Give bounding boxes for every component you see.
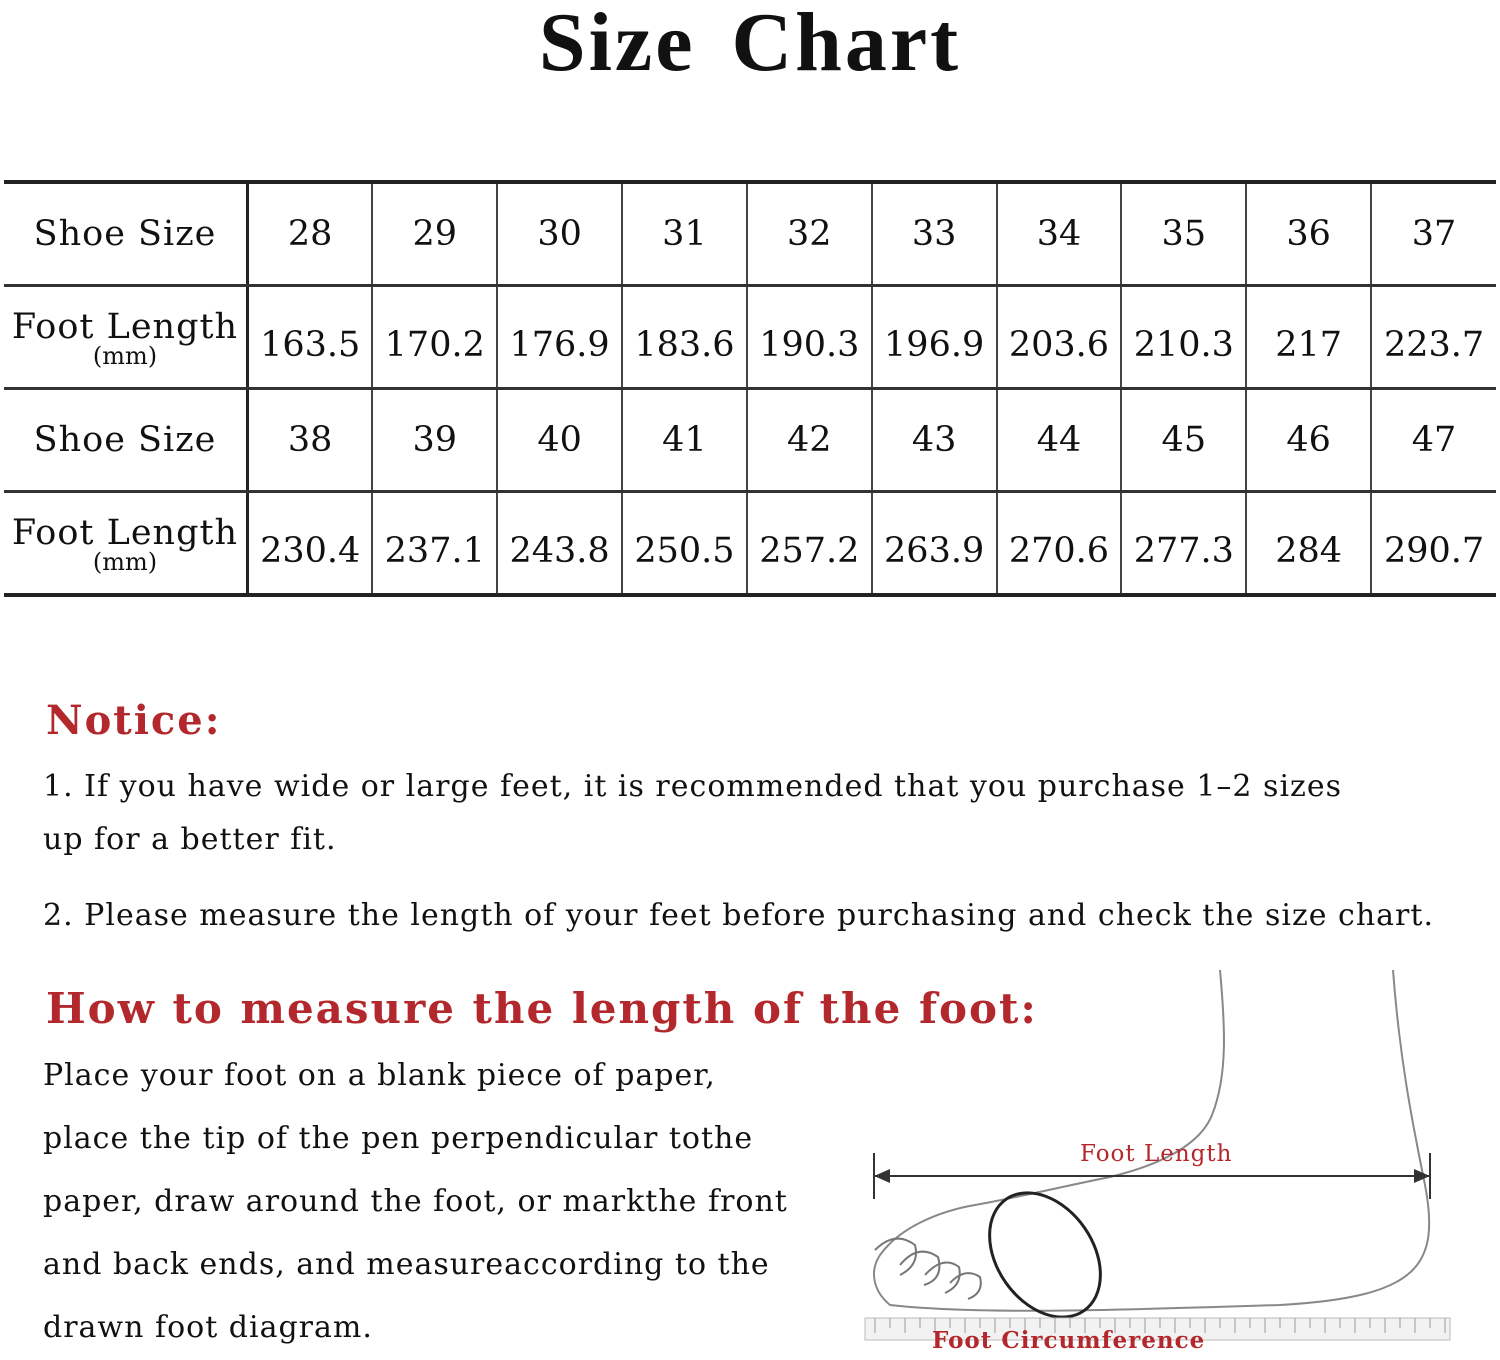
foot-length-cell: 203.6 — [997, 286, 1122, 389]
shoe-size-cell: 37 — [1371, 182, 1496, 286]
shoe-size-cell: 28 — [248, 182, 373, 286]
shoe-size-cell: 29 — [372, 182, 497, 286]
foot-diagram — [860, 965, 1460, 1356]
shoe-size-cell: 41 — [622, 389, 747, 492]
foot-length-label: Foot Length — [11, 307, 239, 347]
shoe-size-label: Shoe Size — [33, 420, 217, 460]
foot-length-cell: 243.8 — [497, 492, 622, 596]
foot-length-cell: 230.4 — [248, 492, 373, 596]
foot-length-cell: 196.9 — [872, 286, 997, 389]
foot-length-cell: 183.6 — [622, 286, 747, 389]
notice-heading: Notice: — [46, 697, 222, 744]
foot-length-cell: 210.3 — [1121, 286, 1246, 389]
foot-length-cell: 250.5 — [622, 492, 747, 596]
foot-length-cell: 223.7 — [1371, 286, 1496, 389]
foot-length-label: Foot Length — [11, 513, 239, 553]
notice-item-2: 2. Please measure the length of your feet before purchasing and check the size chart. — [43, 898, 1434, 933]
size-table — [4, 180, 1496, 597]
shoe-size-cell: 36 — [1246, 182, 1371, 286]
foot-length-cell: 290.7 — [1371, 492, 1496, 596]
shoe-size-header — [4, 182, 248, 286]
howto-line: place the tip of the pen perpendicular tothe — [43, 1121, 754, 1156]
foot-length-unit: (mm) — [92, 342, 158, 370]
page-title: Size Chart — [538, 0, 962, 89]
foot-length-cell: 277.3 — [1121, 492, 1246, 596]
howto-line: paper, draw around the foot, or markthe front — [43, 1184, 788, 1219]
shoe-size-cell: 38 — [248, 389, 373, 492]
shoe-size-cell: 39 — [372, 389, 497, 492]
shoe-size-cell: 42 — [747, 389, 872, 492]
foot-length-cell: 257.2 — [747, 492, 872, 596]
shoe-size-cell: 33 — [872, 182, 997, 286]
foot-length-header — [4, 492, 248, 596]
circumference-loop — [967, 1172, 1124, 1338]
shoe-size-cell: 43 — [872, 389, 997, 492]
notice-item-1 — [43, 760, 1342, 866]
shoe-size-cell: 34 — [997, 182, 1122, 286]
shoe-size-cell: 40 — [497, 389, 622, 492]
foot-length-label: Foot Length — [1080, 1141, 1233, 1167]
foot-length-header — [4, 286, 248, 389]
foot-length-cell: 263.9 — [872, 492, 997, 596]
shoe-size-cell: 32 — [747, 182, 872, 286]
shoe-size-header — [4, 389, 248, 492]
shoe-size-cell: 47 — [1371, 389, 1496, 492]
foot-length-row-1 — [4, 286, 1496, 389]
shoe-size-cell: 46 — [1246, 389, 1371, 492]
notice-item-1-line-1: 1. If you have wide or large feet, it is recommended that you purchase 1–2 sizes — [43, 769, 1342, 804]
shoe-size-row-2 — [4, 389, 1496, 492]
foot-length-cell: 217 — [1246, 286, 1371, 389]
foot-length-row-2 — [4, 492, 1496, 596]
foot-length-cell: 284 — [1246, 492, 1371, 596]
shoe-size-cell: 30 — [497, 182, 622, 286]
shoe-size-row-1 — [4, 182, 1496, 286]
howto-line: and back ends, and measureaccording to the — [43, 1247, 770, 1282]
shoe-size-label: Shoe Size — [33, 214, 217, 254]
howto-heading: How to measure the length of the foot: — [46, 984, 1038, 1033]
foot-circumference-label: Foot Circumference — [932, 1327, 1206, 1354]
foot-length-cell: 170.2 — [372, 286, 497, 389]
foot-length-cell: 163.5 — [248, 286, 373, 389]
arrow-head-left — [874, 1169, 890, 1183]
foot-length-cell: 237.1 — [372, 492, 497, 596]
foot-length-cell: 270.6 — [997, 492, 1122, 596]
shoe-size-cell: 45 — [1121, 389, 1246, 492]
notice-item-1-line-2: up for a better fit. — [43, 822, 337, 857]
shoe-size-cell: 44 — [997, 389, 1122, 492]
howto-line: drawn foot diagram. — [43, 1310, 373, 1345]
howto-line: Place your foot on a blank piece of paper, — [43, 1058, 716, 1093]
foot-length-unit: (mm) — [92, 548, 158, 576]
shoe-size-cell: 31 — [622, 182, 747, 286]
foot-length-cell: 176.9 — [497, 286, 622, 389]
foot-length-cell: 190.3 — [747, 286, 872, 389]
shoe-size-cell: 35 — [1121, 182, 1246, 286]
